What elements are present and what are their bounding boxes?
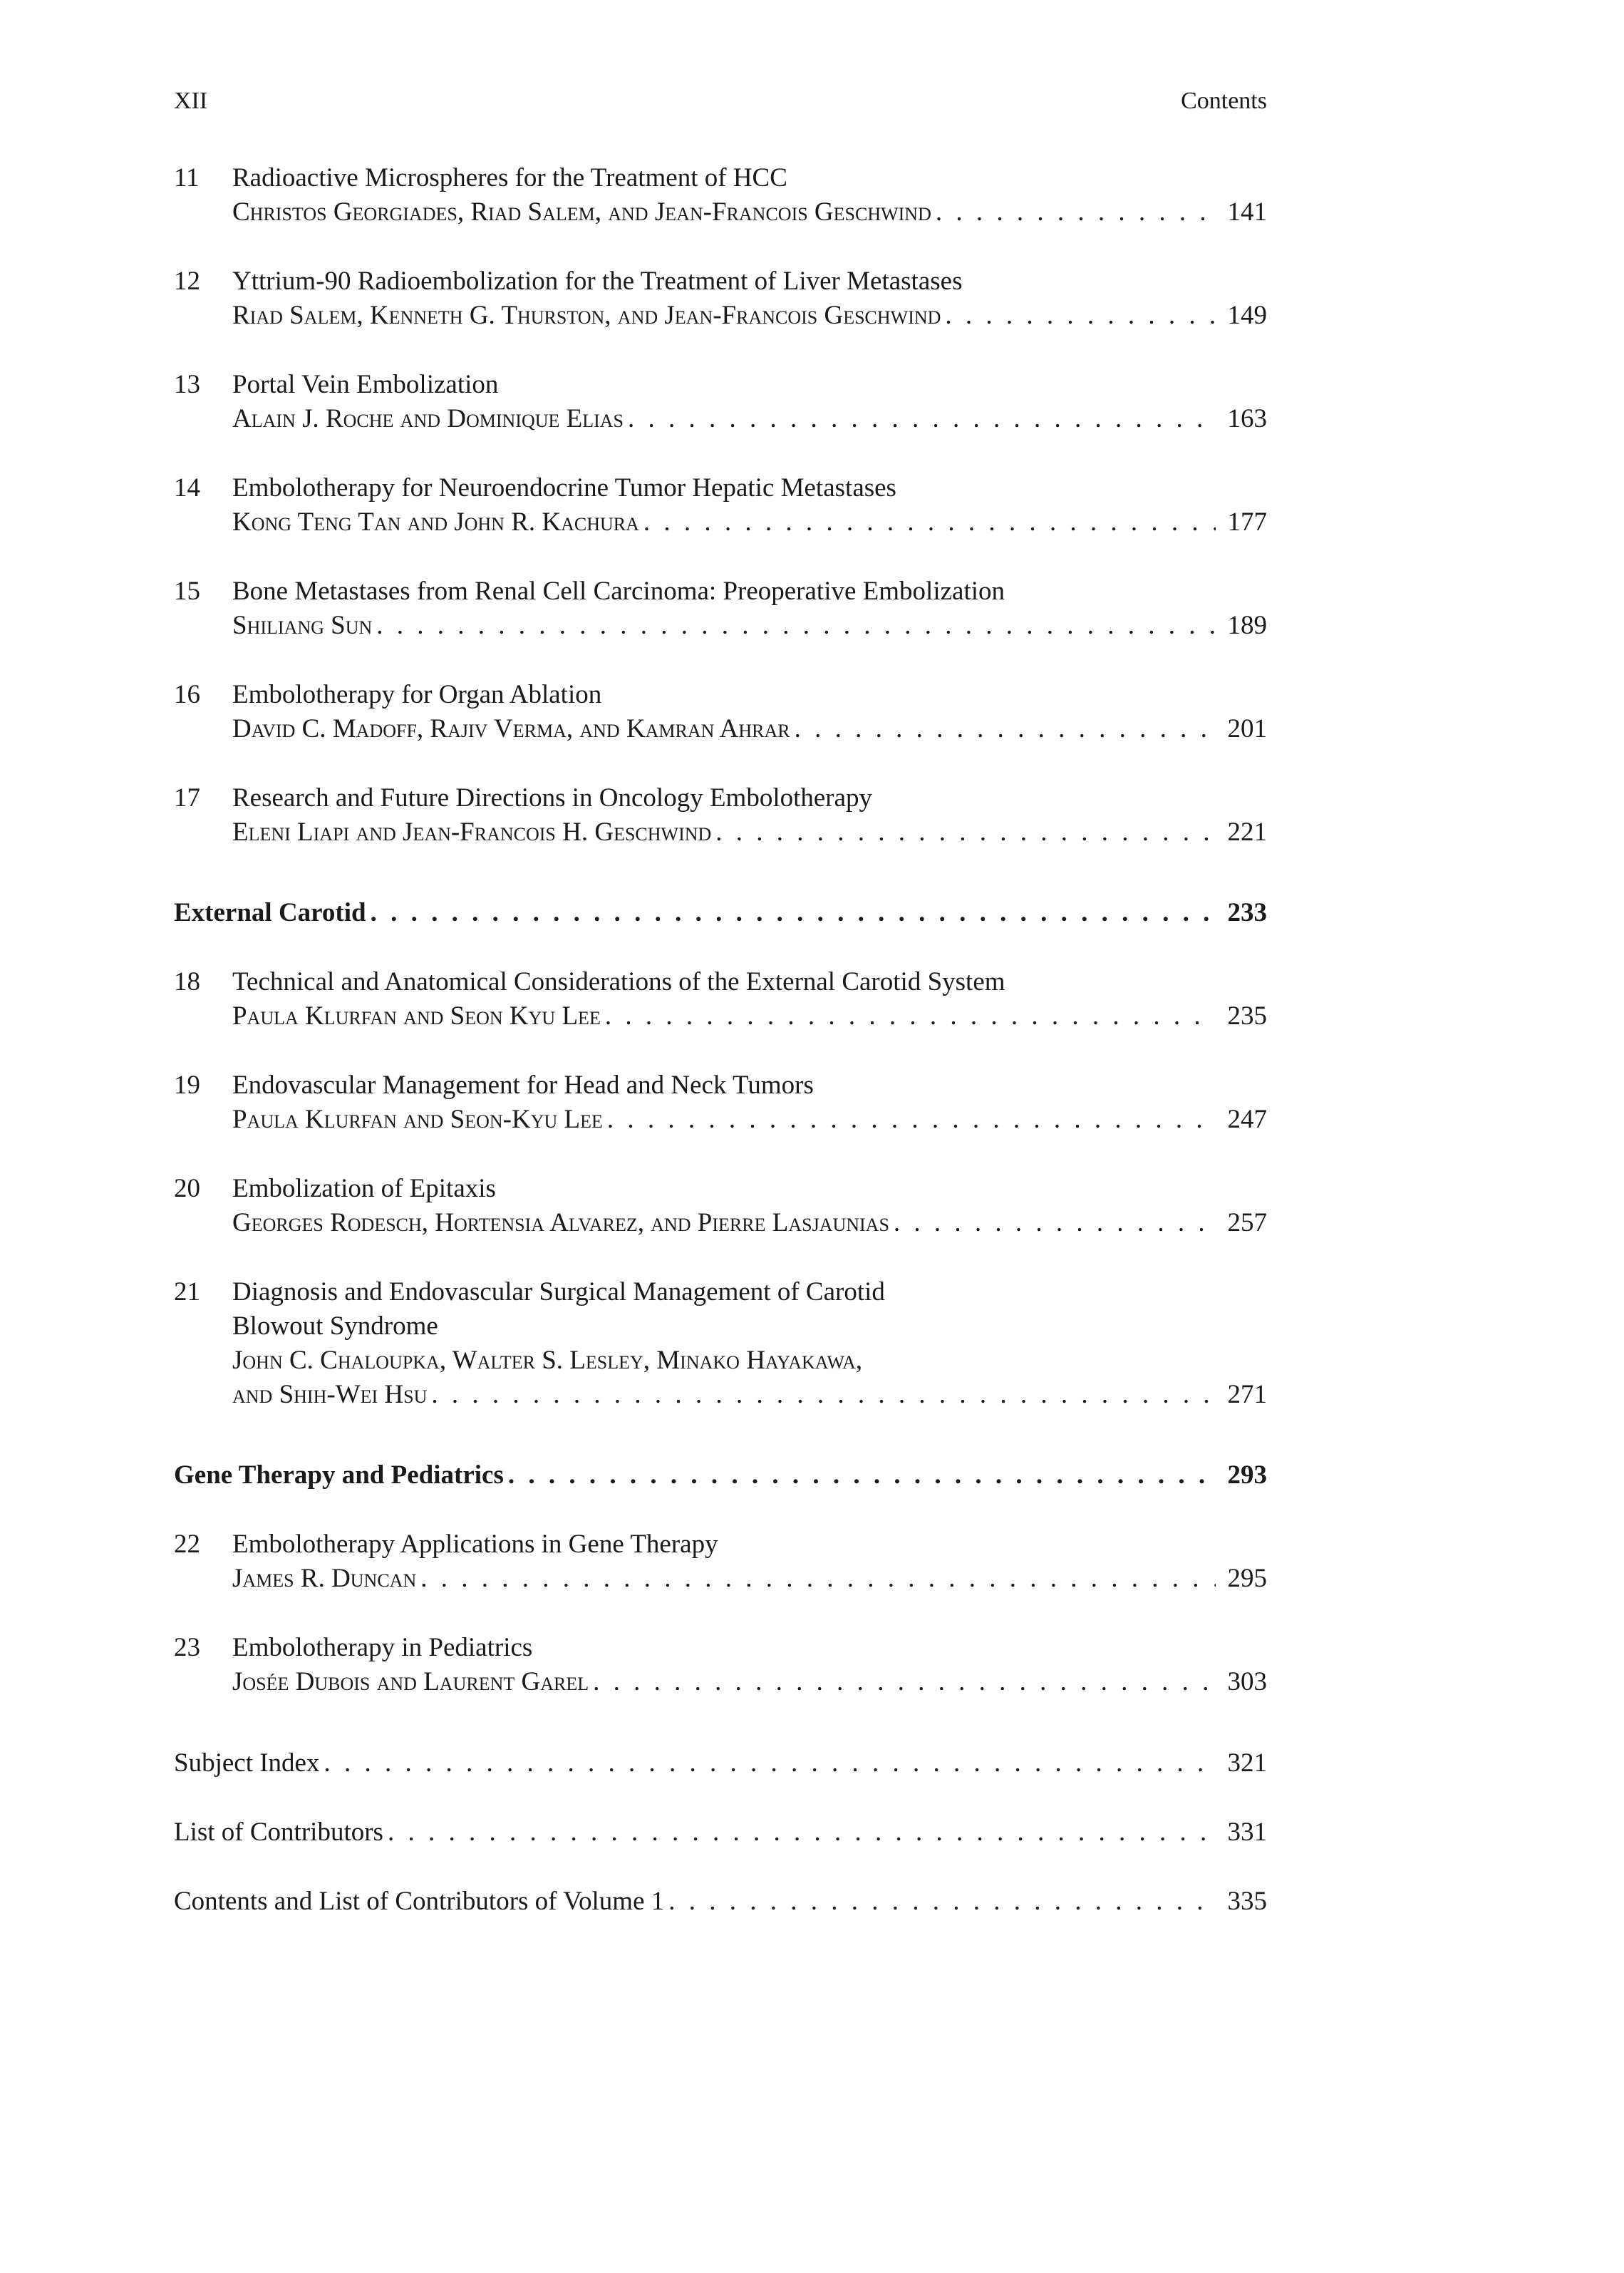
chapter-entry <box>174 781 1267 850</box>
dot-leader <box>795 712 1216 746</box>
chapter-body <box>232 1631 1267 1699</box>
dot-leader <box>371 896 1216 930</box>
back-matter-title: Subject Index <box>174 1748 320 1778</box>
chapter-authors: Shiliang Sun <box>232 611 373 640</box>
page-label: XII <box>174 88 208 114</box>
authors-line <box>232 815 1267 850</box>
authors-line <box>232 712 1267 746</box>
chapter-authors: Josée Dubois and Laurent Garel <box>232 1667 589 1696</box>
chapter-number: 22 <box>174 1530 200 1559</box>
authors-line <box>232 999 1267 1034</box>
chapter-entry <box>174 1527 1267 1596</box>
chapter-title: Research and Future Directions in Oncology Embolotherapy <box>232 783 873 813</box>
chapter-entry <box>174 368 1267 436</box>
chapter-authors: Paula Klurfan and Seon Kyu Lee <box>232 1001 601 1031</box>
dot-leader <box>607 1103 1216 1137</box>
chapter-entry <box>174 1631 1267 1699</box>
chapter-authors: David C. Madoff, Rajiv Verma, and Kamran Ahrar <box>232 714 790 743</box>
back-matter-entry <box>174 1746 1267 1780</box>
chapter-entry <box>174 161 1267 230</box>
page-number: 177 <box>1227 507 1267 537</box>
authors-line <box>232 1562 1267 1596</box>
chapter-title: Portal Vein Embolization <box>232 370 499 399</box>
section-heading <box>174 896 1267 930</box>
authors-line <box>232 609 1267 643</box>
back-matter-title: Contents and List of Contributors of Volume 1 <box>174 1887 665 1916</box>
page-number: 163 <box>1227 404 1267 433</box>
authors-line <box>232 1103 1267 1137</box>
page-number: 335 <box>1227 1887 1267 1916</box>
chapter-title: Embolization of Epitaxis <box>232 1174 496 1203</box>
dot-leader <box>508 1458 1216 1493</box>
chapter-number: 23 <box>174 1633 200 1662</box>
chapter-entry <box>174 678 1267 746</box>
chapter-number: 18 <box>174 967 200 996</box>
chapter-number: 13 <box>174 370 200 399</box>
chapter-authors: Paula Klurfan and Seon-Kyu Lee <box>232 1105 603 1134</box>
authors-line <box>232 1665 1267 1699</box>
dot-leader <box>376 609 1216 643</box>
chapter-number: 16 <box>174 680 200 709</box>
dot-leader <box>945 299 1216 333</box>
page-number: 271 <box>1227 1380 1267 1409</box>
page-number: 303 <box>1227 1667 1267 1696</box>
chapter-number: 14 <box>174 473 200 502</box>
chapter-authors: Georges Rodesch, Hortensia Alvarez, and Pierre Lasjaunias <box>232 1208 889 1237</box>
dot-leader <box>668 1885 1216 1919</box>
dot-leader <box>388 1815 1216 1850</box>
chapter-number: 12 <box>174 267 200 296</box>
dot-leader <box>894 1206 1216 1240</box>
chapter-title: Embolotherapy in Pediatrics <box>232 1633 533 1662</box>
dot-leader <box>593 1665 1216 1699</box>
chapter-title: Embolotherapy for Neuroendocrine Tumor Hepatic Metastases <box>232 473 896 502</box>
back-matter <box>174 1746 1267 1919</box>
chapter-body <box>232 1527 1267 1596</box>
chapter-title: Diagnosis and Endovascular Surgical Management of Carotid <box>232 1277 885 1306</box>
authors-line <box>232 505 1267 540</box>
running-title: Contents <box>1181 88 1267 114</box>
dot-leader <box>324 1746 1216 1780</box>
chapter-authors: John C. Chaloupka, Walter S. Lesley, Minako Hayakawa, <box>232 1346 863 1375</box>
page-number: 201 <box>1227 714 1267 743</box>
authors-line <box>232 1378 1267 1412</box>
page-number: 295 <box>1227 1564 1267 1593</box>
chapter-body <box>232 1172 1267 1240</box>
page-number: 189 <box>1227 611 1267 640</box>
chapter-authors: and Shih-Wei Hsu <box>232 1380 428 1409</box>
chapter-entry <box>174 1068 1267 1137</box>
dot-leader <box>605 999 1216 1034</box>
chapter-number: 15 <box>174 577 200 606</box>
section-title: Gene Therapy and Pediatrics <box>174 1460 504 1490</box>
page-number: 321 <box>1227 1748 1267 1778</box>
authors-line <box>232 299 1267 333</box>
chapter-authors: Riad Salem, Kenneth G. Thurston, and Jean-Francois Geschwind <box>232 301 941 330</box>
page-number: 221 <box>1227 818 1267 847</box>
page-number: 149 <box>1227 301 1267 330</box>
chapter-number: 20 <box>174 1174 200 1203</box>
chapter-body <box>232 965 1267 1034</box>
dot-leader <box>643 505 1216 540</box>
page-number: 293 <box>1227 1460 1267 1490</box>
chapter-authors: Christos Georgiades, Riad Salem, and Jean-Francois Geschwind <box>232 197 931 227</box>
authors-line <box>232 195 1267 230</box>
back-matter-title: List of Contributors <box>174 1818 383 1847</box>
chapter-body <box>232 264 1267 333</box>
back-matter-entry <box>174 1885 1267 1919</box>
chapter-authors: Kong Teng Tan and John R. Kachura <box>232 507 639 537</box>
chapter-entry <box>174 264 1267 333</box>
chapter-title: Bone Metastases from Renal Cell Carcinoma: Preoperative Embolization <box>232 577 1005 606</box>
chapter-title: Yttrium-90 Radioembolization for the Treatment of Liver Metastases <box>232 267 963 296</box>
chapter-authors: Alain J. Roche and Dominique Elias <box>232 404 624 433</box>
chapter-number: 19 <box>174 1071 200 1100</box>
chapter-entry <box>174 471 1267 540</box>
chapter-entry <box>174 965 1267 1034</box>
dot-leader <box>715 815 1216 850</box>
toc-entries <box>174 161 1267 1699</box>
dot-leader <box>420 1562 1216 1596</box>
chapter-body <box>232 368 1267 436</box>
chapter-entry <box>174 1172 1267 1240</box>
back-matter-entry <box>174 1815 1267 1850</box>
page-number: 247 <box>1227 1105 1267 1134</box>
section-heading <box>174 1458 1267 1493</box>
chapter-number: 21 <box>174 1277 200 1306</box>
chapter-title: Radioactive Microspheres for the Treatment of HCC <box>232 163 787 192</box>
chapter-body <box>232 471 1267 540</box>
chapter-authors: Eleni Liapi and Jean-Francois H. Geschwind <box>232 818 712 847</box>
dot-leader <box>936 195 1216 230</box>
section-title: External Carotid <box>174 898 366 927</box>
chapter-body <box>232 574 1267 643</box>
chapter-entry <box>174 574 1267 643</box>
chapter-body <box>232 1068 1267 1137</box>
chapter-body <box>232 1275 1267 1412</box>
page-number: 235 <box>1227 1001 1267 1031</box>
chapter-body <box>232 781 1267 850</box>
chapter-body <box>232 161 1267 230</box>
authors-line <box>232 1206 1267 1240</box>
dot-leader <box>431 1378 1216 1412</box>
page-number: 257 <box>1227 1208 1267 1237</box>
chapter-entry <box>174 1275 1267 1412</box>
chapter-title: Embolotherapy for Organ Ablation <box>232 680 602 709</box>
authors-line <box>232 402 1267 436</box>
page-number: 233 <box>1227 898 1267 927</box>
chapter-number: 11 <box>174 163 200 192</box>
page-number: 141 <box>1227 197 1267 227</box>
chapter-title: Blowout Syndrome <box>232 1311 438 1341</box>
running-head <box>174 84 1267 118</box>
chapter-authors: James R. Duncan <box>232 1564 417 1593</box>
chapter-title: Endovascular Management for Head and Neck Tumors <box>232 1071 814 1100</box>
chapter-body <box>232 678 1267 746</box>
dot-leader <box>628 402 1216 436</box>
chapter-title: Embolotherapy Applications in Gene Therapy <box>232 1530 718 1559</box>
page-number: 331 <box>1227 1818 1267 1847</box>
chapter-number: 17 <box>174 783 200 813</box>
chapter-title: Technical and Anatomical Considerations of the External Carotid System <box>232 967 1005 996</box>
table-of-contents <box>174 161 1267 1919</box>
